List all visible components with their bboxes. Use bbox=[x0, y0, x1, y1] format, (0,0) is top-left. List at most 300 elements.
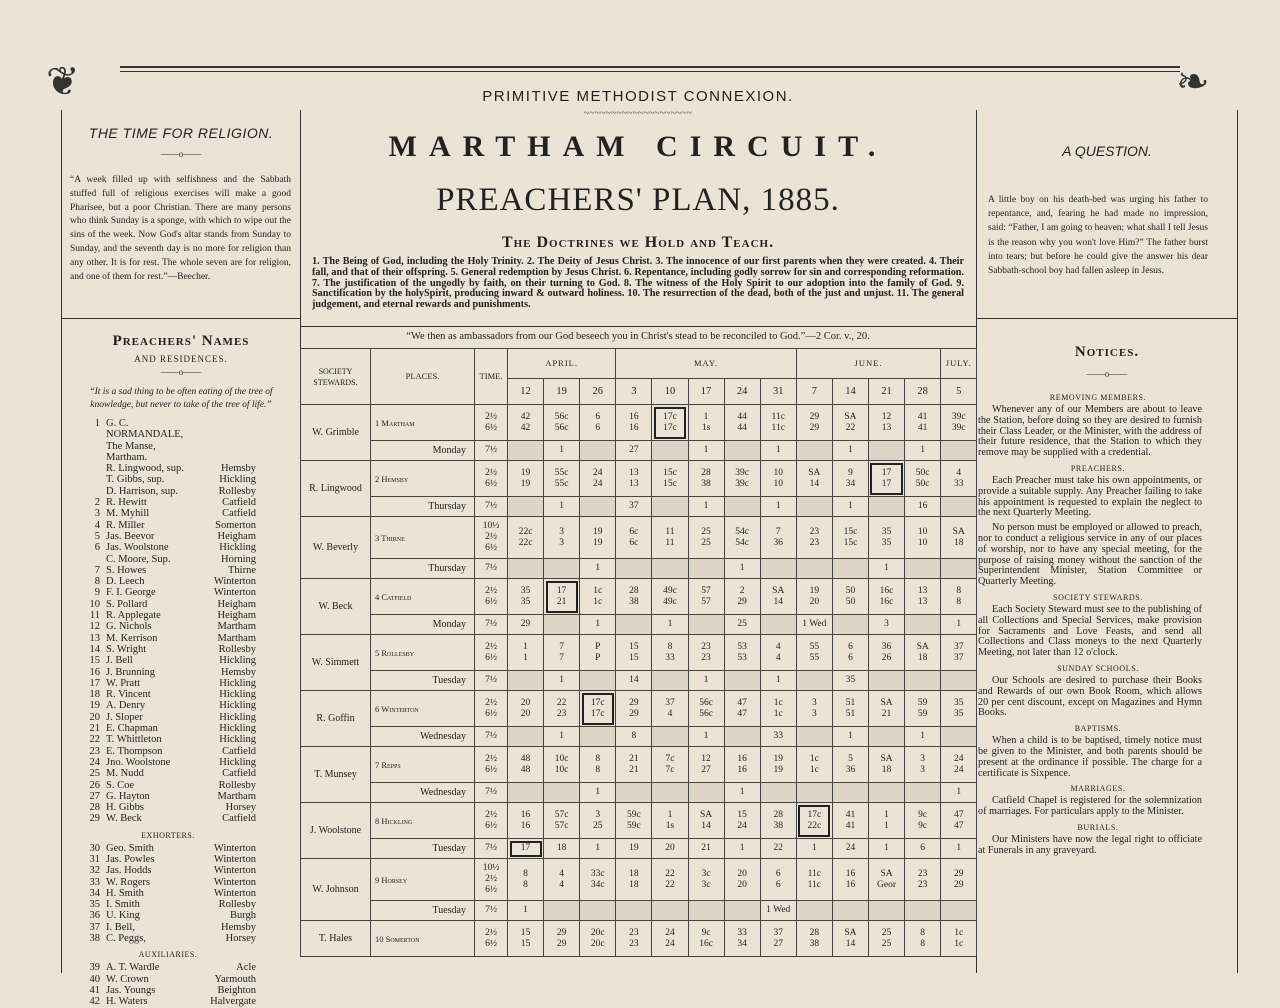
appointment-cell bbox=[688, 783, 724, 803]
appointment-cell: 28 38 bbox=[616, 579, 652, 615]
month-header: MAY. bbox=[616, 349, 796, 379]
preacher-name: T. Gibbs, sup. bbox=[106, 474, 165, 486]
date-header: 21 bbox=[868, 379, 904, 405]
appointment-cell: 28 38 bbox=[796, 921, 832, 957]
appointment-cell: 8 8 bbox=[905, 921, 941, 957]
appointment-cell bbox=[580, 441, 616, 461]
appointment-cell: 5 36 bbox=[832, 747, 868, 783]
notices-divider: ——o—— bbox=[1086, 369, 1128, 379]
preacher-number: 9 bbox=[94, 587, 100, 599]
appointment-cell: SA 21 bbox=[868, 691, 904, 727]
appointment-cell bbox=[832, 615, 868, 635]
weeknight-day: Wednesday bbox=[371, 727, 475, 747]
preacher-row bbox=[80, 734, 256, 745]
service-time: 2½ 6½ bbox=[475, 405, 508, 441]
preacher-name: Geo. Smith bbox=[106, 842, 154, 854]
month-header: JUNE. bbox=[796, 349, 940, 379]
appointment-cell bbox=[508, 497, 544, 517]
preacher-name: M. Kerrison bbox=[106, 632, 158, 644]
preacher-residence: Beighton bbox=[217, 984, 256, 996]
appointment-cell bbox=[941, 727, 977, 747]
appointment-cell: SA 18 bbox=[905, 635, 941, 671]
appointment-cell: 22c 22c bbox=[508, 517, 544, 559]
appointment-cell: 1 bbox=[905, 441, 941, 461]
preacher-residence: Hickling bbox=[219, 677, 256, 689]
preacher-residence bbox=[198, 418, 256, 441]
preacher-row bbox=[80, 667, 256, 678]
preacher-residence: Winterton bbox=[213, 587, 256, 599]
appointment-cell bbox=[941, 441, 977, 461]
appointment-cell: 11c 11c bbox=[760, 405, 796, 441]
preacher-name: Jas. Hodds bbox=[106, 865, 152, 877]
appointment-cell: 15 24 bbox=[724, 803, 760, 839]
date-header: 26 bbox=[580, 379, 616, 405]
appointment-cell: 13 13 bbox=[616, 461, 652, 497]
appointment-cell: 37 37 bbox=[941, 635, 977, 671]
appointment-cell: 50c 50c bbox=[905, 461, 941, 497]
preacher-number: 13 bbox=[89, 632, 100, 644]
service-time: 2½ 6½ bbox=[475, 461, 508, 497]
appointment-cell: 1 bbox=[508, 901, 544, 921]
appointment-cell: 1 bbox=[832, 497, 868, 517]
preacher-number: 7 bbox=[94, 564, 100, 576]
weeknight-day: Monday bbox=[371, 615, 475, 635]
preacher-residence: Rollesby bbox=[218, 485, 256, 497]
preacher-name: C. Moore, Sup. bbox=[106, 553, 171, 565]
preacher-residence: Hemsby bbox=[221, 666, 256, 678]
preacher-row bbox=[80, 877, 256, 888]
preacher-row bbox=[80, 843, 256, 854]
preacher-name: The Manse, Martham. bbox=[106, 440, 156, 463]
plan-title: PREACHERS' PLAN, 1885. bbox=[436, 182, 840, 218]
appointment-cell: 33 bbox=[760, 727, 796, 747]
appointment-cell bbox=[905, 615, 941, 635]
time-divider: ——o—— bbox=[160, 149, 202, 159]
preacher-row bbox=[80, 791, 256, 802]
appointment-cell: 13 13 bbox=[905, 579, 941, 615]
appointment-cell: SA 18 bbox=[941, 517, 977, 559]
appointment-cell bbox=[652, 671, 688, 691]
preacher-row bbox=[80, 542, 256, 553]
appointment-cell: 29 29 bbox=[616, 691, 652, 727]
appointment-cell: 1 bbox=[544, 727, 580, 747]
preacher-number: 18 bbox=[89, 689, 100, 701]
appointment-cell bbox=[652, 783, 688, 803]
preacher-number bbox=[80, 486, 106, 497]
preacher-number: 8 bbox=[94, 576, 100, 588]
preacher-list bbox=[80, 418, 256, 1008]
notice-text: Our Ministers have now the legal right to officiate at Funerals in any graveyard. bbox=[978, 833, 1202, 856]
appointment-cell: 6 6 bbox=[832, 635, 868, 671]
preacher-number: 29 bbox=[89, 813, 100, 825]
appointment-cell bbox=[508, 727, 544, 747]
preacher-number: 25 bbox=[89, 768, 100, 780]
appointment-cell bbox=[616, 559, 652, 579]
appointment-cell: 4 33 bbox=[941, 461, 977, 497]
preacher-row bbox=[80, 899, 256, 910]
preacher-row bbox=[80, 746, 256, 757]
appointment-cell bbox=[905, 783, 941, 803]
appointment-cell: 1 bbox=[580, 839, 616, 859]
appointment-cell bbox=[688, 559, 724, 579]
appointment-cell bbox=[941, 671, 977, 691]
preacher-row bbox=[80, 599, 256, 610]
preacher-number: 21 bbox=[89, 723, 100, 735]
society-steward: W. Johnson bbox=[301, 859, 371, 921]
preacher-residence: Thirne bbox=[228, 564, 256, 576]
preacher-name: D. Harrison, sup. bbox=[106, 485, 179, 497]
appointment-cell: 17c 22c bbox=[796, 803, 832, 839]
date-header: 12 bbox=[508, 379, 544, 405]
appointment-cell bbox=[724, 671, 760, 691]
appointment-cell: 1c 1c bbox=[941, 921, 977, 957]
appointment-cell bbox=[941, 901, 977, 921]
preacher-row bbox=[80, 910, 256, 921]
place-name: 9 Horsey bbox=[371, 859, 475, 901]
preacher-name: Jas. Youngs bbox=[106, 984, 156, 996]
appointment-cell: 1 bbox=[796, 839, 832, 859]
appointment-cell: SA 14 bbox=[688, 803, 724, 839]
appointment-cell: 59c 59c bbox=[616, 803, 652, 839]
appointment-cell: 1 bbox=[724, 783, 760, 803]
preacher-row bbox=[80, 757, 256, 768]
date-header: 7 bbox=[796, 379, 832, 405]
preacher-number: 19 bbox=[89, 700, 100, 712]
preacher-residence: Rollesby bbox=[218, 779, 256, 791]
preacher-row bbox=[80, 418, 256, 441]
preacher-name: E. Chapman bbox=[106, 723, 158, 735]
appointment-cell: 19 19 bbox=[760, 747, 796, 783]
preacher-row bbox=[80, 723, 256, 734]
preacher-number: 14 bbox=[89, 643, 100, 655]
appointment-cell: 56c 56c bbox=[544, 405, 580, 441]
appointment-cell: 1 bbox=[724, 839, 760, 859]
place-name: 5 Rollesby bbox=[371, 635, 475, 671]
preacher-number bbox=[80, 554, 106, 565]
weeknight-time: 7½ bbox=[475, 559, 508, 579]
appointment-cell: 1 1s bbox=[652, 803, 688, 839]
preacher-residence: Hickling bbox=[219, 711, 256, 723]
service-time: 10½ 2½ 6½ bbox=[475, 859, 508, 901]
appointment-cell bbox=[905, 901, 941, 921]
preacher-residence: Winterton bbox=[213, 865, 256, 877]
appointment-cell: 29 29 bbox=[544, 921, 580, 957]
appointment-cell: 24 24 bbox=[652, 921, 688, 957]
appointment-cell: 7 36 bbox=[760, 517, 796, 559]
month-header: JULY. bbox=[941, 349, 977, 379]
preacher-number: 3 bbox=[94, 508, 100, 520]
appointment-cell: 29 bbox=[508, 615, 544, 635]
appointment-cell: 33 34 bbox=[724, 921, 760, 957]
appointment-cell: 8 8 bbox=[508, 859, 544, 901]
preacher-residence: Burgh bbox=[229, 910, 256, 922]
preacher-row bbox=[80, 531, 256, 542]
appointment-cell bbox=[796, 727, 832, 747]
appointment-cell bbox=[905, 559, 941, 579]
weeknight-time: 7½ bbox=[475, 441, 508, 461]
appointment-cell: 37 4 bbox=[652, 691, 688, 727]
appointment-cell: 1 bbox=[832, 441, 868, 461]
notice-heading: SOCIETY STEWARDS. bbox=[1053, 592, 1143, 602]
appointment-cell bbox=[832, 559, 868, 579]
appointment-cell bbox=[616, 783, 652, 803]
preacher-number bbox=[80, 441, 106, 464]
preacher-name: A. Denry bbox=[106, 700, 146, 712]
appointment-cell: 19 19 bbox=[580, 517, 616, 559]
preacher-residence: Rollesby bbox=[218, 643, 256, 655]
preacher-residence: Horsey bbox=[225, 933, 256, 945]
top-rule-thin bbox=[120, 71, 1180, 72]
appointment-cell: 50 50 bbox=[832, 579, 868, 615]
appointment-cell: 47 47 bbox=[724, 691, 760, 727]
appointment-cell: 3 3 bbox=[905, 747, 941, 783]
preacher-residence: Hickling bbox=[219, 689, 256, 701]
appointment-cell: 19 19 bbox=[508, 461, 544, 497]
preacher-name: J. Bell bbox=[106, 655, 133, 667]
preachers-plan-grid bbox=[300, 348, 976, 973]
preacher-residence: Winterton bbox=[213, 853, 256, 865]
appointment-cell: 1 bbox=[760, 497, 796, 517]
place-name: 2 Hemsby bbox=[371, 461, 475, 497]
top-rule bbox=[120, 66, 1180, 68]
notice-heading: BAPTISMS. bbox=[1074, 724, 1122, 734]
appointment-cell: 18 18 bbox=[616, 859, 652, 901]
appointment-cell bbox=[652, 901, 688, 921]
time-for-religion-title: THE TIME FOR RELIGION. bbox=[88, 125, 274, 141]
appointment-cell bbox=[652, 559, 688, 579]
appointment-cell: 21 bbox=[688, 839, 724, 859]
appointment-cell bbox=[652, 441, 688, 461]
notice-text: Our Schools are desired to purchase their Books and Rewards of our own Book Room, which allows 20 per cent discount, except on Magazines and Hymn Books. bbox=[978, 674, 1202, 719]
appointment-cell: 39c 39c bbox=[941, 405, 977, 441]
preacher-row bbox=[80, 780, 256, 791]
preacher-residence: Horsey bbox=[225, 802, 256, 814]
service-time: 2½ 6½ bbox=[475, 921, 508, 957]
preacher-row bbox=[80, 802, 256, 813]
preacher-name: S. Howes bbox=[106, 564, 147, 576]
place-name: 10 Somerton bbox=[371, 921, 475, 957]
appointment-cell bbox=[544, 901, 580, 921]
appointment-cell: 24 24 bbox=[941, 747, 977, 783]
place-name: 6 Winterton bbox=[371, 691, 475, 727]
appointment-cell: 49c 49c bbox=[652, 579, 688, 615]
appointment-cell: 21 21 bbox=[616, 747, 652, 783]
preacher-number: 1 bbox=[94, 418, 100, 429]
preacher-row bbox=[80, 962, 256, 973]
preacher-name: G. C. NORMANDALE, bbox=[106, 418, 184, 441]
appointment-cell: 1 bbox=[688, 441, 724, 461]
date-header: 5 bbox=[941, 379, 977, 405]
appointment-cell: 10 10 bbox=[760, 461, 796, 497]
preacher-number: 39 bbox=[89, 962, 100, 974]
appointment-cell: 28 38 bbox=[760, 803, 796, 839]
weeknight-time: 7½ bbox=[475, 839, 508, 859]
preacher-residence: Hemsby bbox=[221, 463, 256, 475]
preacher-number: 5 bbox=[94, 530, 100, 542]
col-places: PLACES. bbox=[371, 349, 475, 405]
appointment-cell: 22 23 bbox=[544, 691, 580, 727]
weeknight-day: Monday bbox=[371, 441, 475, 461]
appointment-cell bbox=[508, 783, 544, 803]
appointment-cell: 6 6 bbox=[580, 405, 616, 441]
appointment-cell bbox=[688, 615, 724, 635]
appointment-cell: 1 1s bbox=[688, 405, 724, 441]
preacher-residence: Catfield bbox=[222, 497, 256, 509]
preacher-residence: Heigham bbox=[217, 610, 256, 622]
appointment-cell: 42 42 bbox=[508, 405, 544, 441]
auxiliaries-heading: AUXILIARIES. bbox=[138, 950, 198, 960]
preacher-name: M. Nudd bbox=[106, 768, 144, 780]
service-time: 2½ 6½ bbox=[475, 579, 508, 615]
appointment-cell bbox=[832, 901, 868, 921]
appointment-cell: 20 20 bbox=[724, 859, 760, 901]
appointment-cell: 1c 1c bbox=[580, 579, 616, 615]
doctrines-text: 1. The Being of God, including the Holy Trinity. 2. The Deity of Jesus Christ. 3. The innocence of our first parents when they were created. 4. Their fall, and that of their offspring. 5. General redemption by Jesus Christ. 6. Repentance, including godly sorrow for sin and corresponding reformation. 7. The justification of the ungodly by faith, on their turning to God. 8. The witness of the Holy Spirit to our adoption into the family of God. 9. Sanctification by the holySpirit, producing inward & outward holiness. 10. The resurrection of the dead, both of the just and unjust. 11. The general judgement, and eternal rewards and punishments. bbox=[312, 256, 964, 311]
appointment-cell: 1 Wed bbox=[796, 615, 832, 635]
appointment-cell: 8 bbox=[616, 727, 652, 747]
preacher-row bbox=[80, 565, 256, 576]
preacher-row bbox=[80, 587, 256, 598]
notice-heading: REMOVING MEMBERS. bbox=[1049, 393, 1147, 402]
preacher-name: T. Whittleton bbox=[106, 734, 162, 746]
preacher-residence: Yarmouth bbox=[214, 973, 256, 985]
appointment-cell: 57 57 bbox=[688, 579, 724, 615]
appointment-cell: 15c 15c bbox=[652, 461, 688, 497]
weeknight-day: Thursday bbox=[371, 559, 475, 579]
appointment-cell: 16 16 bbox=[508, 803, 544, 839]
notice-heading: BURIALS. bbox=[1077, 822, 1119, 832]
appointment-cell: 1 bbox=[868, 839, 904, 859]
preacher-residence: Catfield bbox=[222, 768, 256, 780]
appointment-cell: 23 23 bbox=[688, 635, 724, 671]
left-scroll-ornament: ❦ bbox=[46, 59, 80, 104]
preacher-row bbox=[80, 985, 256, 996]
appointment-cell: 12 27 bbox=[688, 747, 724, 783]
appointment-cell bbox=[941, 497, 977, 517]
society-steward: R. Lingwood bbox=[301, 461, 371, 517]
appointment-cell: 1 1 bbox=[868, 803, 904, 839]
preacher-number: 16 bbox=[89, 666, 100, 678]
appointment-cell: SA 18 bbox=[868, 747, 904, 783]
preacher-residence: Catfield bbox=[222, 813, 256, 825]
appointment-cell: 17 21 bbox=[544, 579, 580, 615]
preacher-residence: Hickling bbox=[219, 723, 256, 735]
preacher-name: Jas. Powles bbox=[106, 853, 155, 865]
weeknight-day: Wednesday bbox=[371, 783, 475, 803]
appointment-cell: 44 44 bbox=[724, 405, 760, 441]
service-time: 10½ 2½ 6½ bbox=[475, 517, 508, 559]
appointment-cell: 1 bbox=[652, 615, 688, 635]
names-divider: ——o—— bbox=[160, 367, 202, 377]
left-section-rule bbox=[61, 318, 300, 319]
preacher-residence: Acle bbox=[236, 962, 256, 974]
appointment-cell bbox=[868, 441, 904, 461]
appointment-cell: 37 bbox=[616, 497, 652, 517]
appointment-cell: 16c 16c bbox=[868, 579, 904, 615]
preacher-number: 30 bbox=[89, 842, 100, 854]
appointment-cell: 1 bbox=[868, 559, 904, 579]
preacher-residence: Rollesby bbox=[218, 899, 256, 911]
appointment-cell: 16 16 bbox=[616, 405, 652, 441]
appointment-cell: SA 22 bbox=[832, 405, 868, 441]
preacher-row bbox=[80, 700, 256, 711]
appointment-cell: 36 26 bbox=[868, 635, 904, 671]
preacher-number: 42 bbox=[89, 996, 100, 1008]
notice-text: Catfield Chapel is registered for the solemnization of marriages. For particulars apply to the Minister. bbox=[978, 795, 1202, 818]
preacher-row bbox=[80, 922, 256, 933]
preacher-row bbox=[80, 497, 256, 508]
preacher-name: R. Lingwood, sup. bbox=[106, 463, 184, 475]
appointment-cell: 3 3 bbox=[544, 517, 580, 559]
appointment-cell: 8 8 bbox=[941, 579, 977, 615]
appointment-cell: 3 25 bbox=[580, 803, 616, 839]
preacher-row bbox=[80, 508, 256, 519]
preacher-row bbox=[80, 974, 256, 985]
appointment-cell: 55c 55c bbox=[544, 461, 580, 497]
appointment-cell: 29 29 bbox=[941, 859, 977, 901]
preacher-number: 11 bbox=[89, 610, 100, 622]
appointment-cell: 1 bbox=[544, 441, 580, 461]
connexion-title: PRIMITIVE METHODIST CONNEXION. bbox=[482, 88, 794, 105]
appointment-cell: 9 34 bbox=[832, 461, 868, 497]
place-name: 7 Repps bbox=[371, 747, 475, 783]
appointment-cell: 56c 56c bbox=[688, 691, 724, 727]
appointment-cell: 57c 57c bbox=[544, 803, 580, 839]
preacher-name: D. Leech bbox=[106, 576, 145, 588]
preacher-number bbox=[80, 463, 106, 474]
appointment-cell: P P bbox=[580, 635, 616, 671]
preacher-name: J. Sloper bbox=[106, 711, 143, 723]
preacher-residence: Hemsby bbox=[221, 921, 256, 933]
preacher-number: 33 bbox=[89, 876, 100, 888]
appointment-cell: 1 bbox=[688, 671, 724, 691]
appointment-cell: 17c 17c bbox=[580, 691, 616, 727]
right-section-rule bbox=[976, 318, 1237, 319]
society-steward: T. Hales bbox=[301, 921, 371, 957]
appointment-cell bbox=[652, 497, 688, 517]
preacher-number: 31 bbox=[89, 853, 100, 865]
notice-heading: MARRIAGES. bbox=[1070, 784, 1126, 794]
scripture-quote: “We then as ambassadors from our God beseech you in Christ's stead to be reconciled to God.”—2 Cor. v., 20. bbox=[406, 331, 870, 342]
preacher-name: W. Rogers bbox=[106, 876, 150, 888]
appointment-cell bbox=[868, 727, 904, 747]
appointment-cell: 1 bbox=[544, 497, 580, 517]
preacher-name: M. Myhill bbox=[106, 508, 150, 520]
service-time: 2½ 6½ bbox=[475, 747, 508, 783]
preacher-name: W. Pratt bbox=[106, 677, 141, 689]
appointment-cell: SA 14 bbox=[832, 921, 868, 957]
preacher-residence: Hickling bbox=[219, 700, 256, 712]
appointment-cell: 1 bbox=[724, 559, 760, 579]
appointment-cell: 3 bbox=[868, 615, 904, 635]
appointment-cell: 33c 34c bbox=[580, 859, 616, 901]
preacher-name: R. Applegate bbox=[106, 610, 161, 622]
preacher-residence: Catfield bbox=[222, 745, 256, 757]
appointment-cell bbox=[760, 783, 796, 803]
society-steward: W. Simmett bbox=[301, 635, 371, 691]
preacher-number: 23 bbox=[89, 745, 100, 757]
appointment-cell bbox=[688, 901, 724, 921]
preacher-row bbox=[80, 441, 256, 464]
weeknight-day: Tuesday bbox=[371, 901, 475, 921]
appointment-cell: 17 17 bbox=[868, 461, 904, 497]
weeknight-time: 7½ bbox=[475, 901, 508, 921]
preacher-number: 2 bbox=[94, 497, 100, 509]
appointment-cell: 59 59 bbox=[905, 691, 941, 727]
circuit-title: MARTHAM CIRCUIT. bbox=[388, 130, 888, 163]
preacher-number: 10 bbox=[89, 598, 100, 610]
preacher-number: 15 bbox=[89, 655, 100, 667]
